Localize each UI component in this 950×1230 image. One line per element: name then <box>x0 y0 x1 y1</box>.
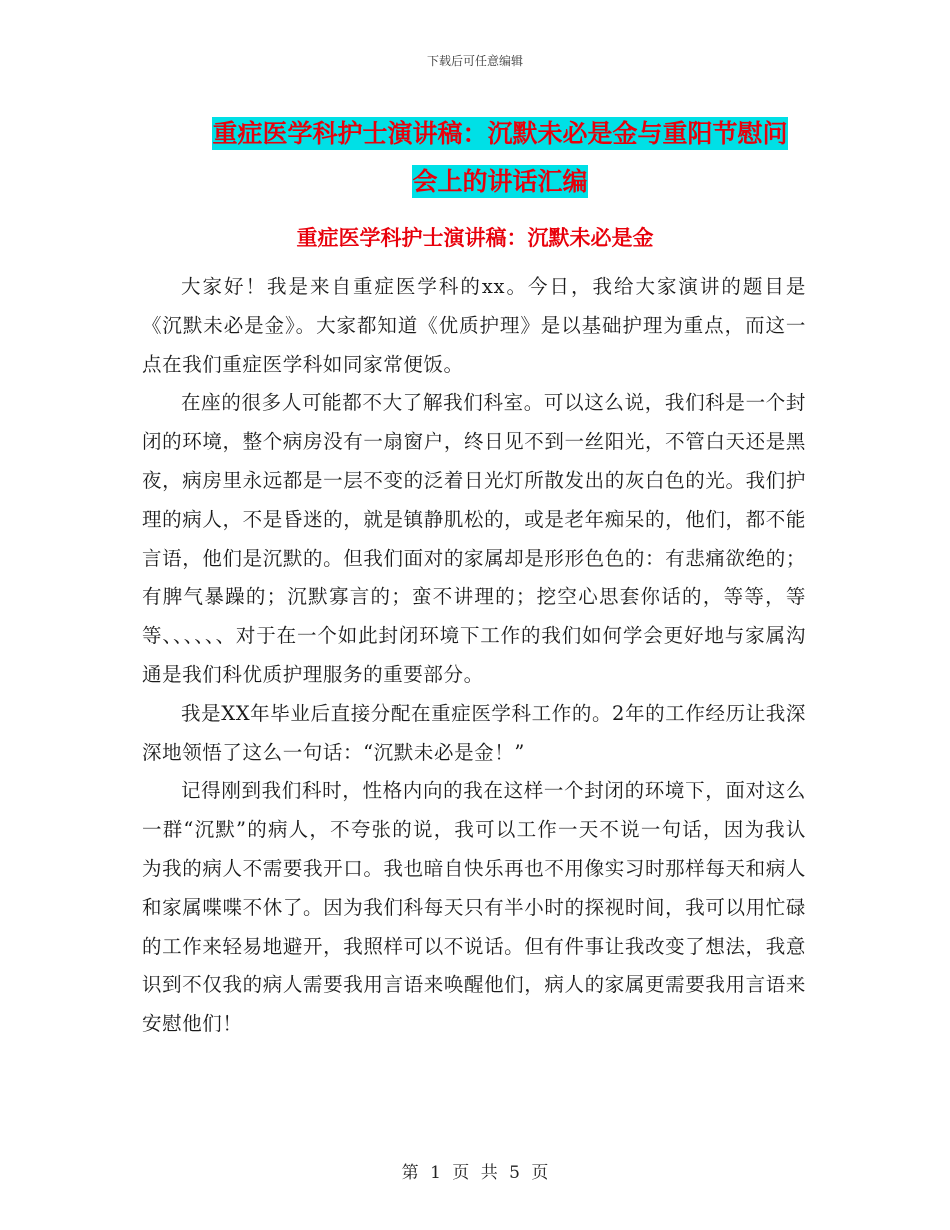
title-line-1: 重症医学科护士演讲稿：沉默未必是金与重阳节慰问 <box>212 119 788 148</box>
page-number: 第 1 页 共 5 页 <box>401 1163 549 1183</box>
document-title <box>190 110 810 206</box>
paragraph: 记得刚到我们科时，性格内向的我在这样一个封闭的环境下，面对这么一群“沉默”的病人，不夸张的说，我可以工作一天不说一句话，因为我认为我的病人不需要我开口。我也暗自快乐再也不用像实习时那样每天和病人和家属喋喋不休了。因为我们科每天只有半小时的探视时间，我可以用忙碌的工作来轻易地避开，我照样可以不说话。但有件事让我改变了想法，我意识到不仅我的病人需要我用言语来唤醒他们，病人的家属更需要我用言语来安慰他们！ <box>142 779 806 1036</box>
paragraph: 在座的很多人可能都不大了解我们科室。可以这么说，我们科是一个封闭的环境，整个病房没有一扇窗户，终日见不到一丝阳光，不管白天还是黑夜，病房里永远都是一层不变的泛着日光灯所散发出的灰白色的光。我们护理的病人，不是昏迷的，就是镇静肌松的，或是老年痴呆的，他们，都不能言语，他们是沉默的。但我们面对的家属却是形形色色的：有悲痛欲绝的；有脾气暴躁的；沉默寡言的；蛮不讲理的；挖空心思套你话的，等等，等等、、、、、、对于在一个如此封闭环境下工作的我们如何学会更好地与家属沟通是我们科优质护理服务的重要部分。 <box>142 391 806 686</box>
document-body <box>142 268 806 1044</box>
title-line-2: 会上的讲话汇编 <box>412 167 588 196</box>
paragraph: 大家好！我是来自重症医学科的xx。今日，我给大家演讲的题目是《沉默未必是金》。大家都知道《优质护理》是以基础护理为重点，而这一点在我们重症医学科如同家常便饭。 <box>142 275 806 376</box>
section-subtitle: 重症医学科护士演讲稿：沉默未必是金 <box>296 226 654 250</box>
header-note: 下载后可任意编辑 <box>426 54 523 68</box>
paragraph: 我是XX年毕业后直接分配在重症医学科工作的。2年的工作经历让我深深地领悟了这么一句话：“沉默未必是金！” <box>142 701 806 764</box>
